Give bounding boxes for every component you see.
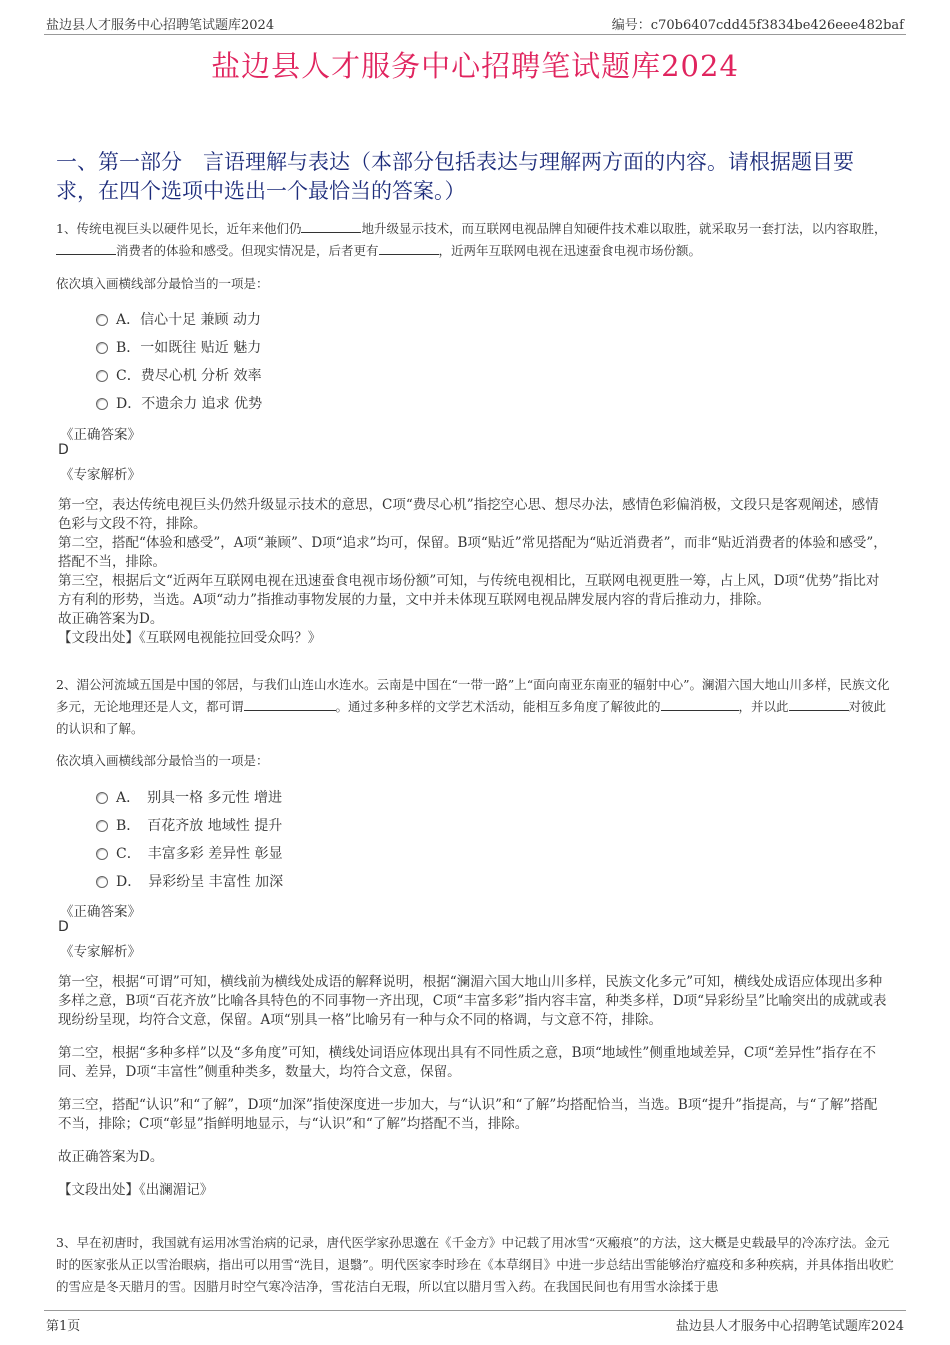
question-2-text (56, 674, 894, 740)
q2-answer-label: 《正确答案》 (60, 904, 141, 920)
analysis-paragraph: 第三空，根据后文“近两年互联网电视在迅速蚕食电视市场份额”可知，与传统电视相比，互联网电视更胜一筹，占上风，D项“优势”指比对方有利的形势，当选。A项“动力”指推动事物发展的力量，文中并未体现互联网电视品牌发展内容的背后推动力，排除。 (58, 573, 880, 608)
analysis-paragraph: 第三空，搭配“认识”和“了解”，D项“加深”指使深度进一步加大，与“认识”和“了解”均搭配恰当，当选。B项“提升”指提高，与“了解”搭配不当，排除；C项“彰显”指鲜明地显示，与“认识”和“了解”均搭配不当，排除。 (58, 1097, 878, 1132)
analysis-paragraph: 故正确答案为D。 (58, 1149, 164, 1165)
q2-seg-d: 对彼此的认识和了解。 (56, 699, 887, 736)
q1-answer-label: 《正确答案》 (60, 427, 141, 443)
q1-seg-c: 消费者的体验和感受。但现实情况是，后者更有 (116, 243, 379, 258)
q2-option-b[interactable]: B． 百花齐放 地域性 提升 (96, 815, 282, 835)
question-1-prompt: 依次填入画横线部分最恰当的一项是： (56, 276, 269, 291)
q1-answer: D (58, 442, 69, 458)
radio-icon[interactable] (96, 398, 108, 410)
footer-doc-title: 盐边县人才服务中心招聘笔试题库2024 (675, 1319, 904, 1334)
q2-option-d[interactable]: D． 异彩纷呈 丰富性 加深 (96, 871, 283, 891)
blank (244, 698, 336, 711)
q1-seg-b: 地升级显示技术，而互联网电视品牌自知硬件技术难以取胜，就采取另一套打法，以内容取胜， (361, 221, 887, 236)
blank (789, 698, 849, 711)
header-doc-code: 编号：c70b6407cdd45f3834be426eee482baf (611, 18, 904, 33)
blank (301, 220, 361, 233)
q2-seg-c: ，并以此 (738, 699, 789, 714)
analysis-paragraph: 第一空，表达传统电视巨头仍然升级显示技术的意思，C项“费尽心机”指挖空心思、想尽办法，感情色彩偏消极，文段只是客观阐述，感情色彩与文段不符，排除。 (58, 497, 879, 532)
radio-icon[interactable] (96, 342, 108, 354)
page-footer (44, 1310, 906, 1333)
blank (56, 242, 116, 255)
radio-icon[interactable] (96, 792, 108, 804)
page-header (44, 12, 906, 35)
q1-seg-a: 1、传统电视巨头以硬件见长，近年来他们仍 (56, 221, 302, 236)
radio-icon[interactable] (96, 370, 108, 382)
blank (379, 242, 439, 255)
q1-analysis-label: 《专家解析》 (60, 467, 141, 483)
q1-option-b[interactable]: B．一如既往 贴近 魅力 (96, 337, 261, 357)
question-1-text (56, 218, 894, 262)
q2-analysis (58, 973, 890, 1200)
q2-option-c[interactable]: C． 丰富多彩 差异性 彰显 (96, 843, 283, 863)
question-3-text: 3、早在初唐时，我国就有运用冰雪治病的记录，唐代医学家孙思邈在《千金方》中记载了用冰雪“灭瘢痕”的方法，这大概是史载最早的冷冻疗法。金元时的医家张从正以雪治眼病，指出可以用雪“洗目，退翳”。明代医家李时珍在《本草纲目》中进一步总结出雪能够治疗瘟疫和多种疾病，并具体指出收贮的雪应是冬天腊月的雪。因腊月时空气寒冷洁净，雪花洁白无瑕，所以宜以腊月雪入药。在我国民间也有用雪水涂揉于患 (56, 1235, 894, 1294)
analysis-paragraph: 第一空，根据“可谓”可知，横线前为横线处成语的解释说明，根据“澜湄六国大地山川多样，民族文化多元”可知，横线处成语应体现出多种多样之意，B项“百花齐放”比喻各具特色的不同事物一齐出现，C项“丰富多彩”指内容丰富，种类多样，D项“异彩纷呈”比喻突出的成就或表现纷纷呈现，均符合文意，保留。A项“别具一格”比喻另有一种与众不同的格调，与文意不符，排除。 (58, 974, 887, 1028)
radio-icon[interactable] (96, 876, 108, 888)
page-title: 盐边县人才服务中心招聘笔试题库2024 (211, 49, 739, 83)
page-number: 第1页 (46, 1319, 81, 1334)
radio-icon[interactable] (96, 848, 108, 860)
q1-seg-d: ，近两年互联网电视在迅速蚕食电视市场份额。 (438, 243, 702, 258)
radio-icon[interactable] (96, 820, 108, 832)
source-citation: 【文段出处】《互联网电视能拉回受众吗？》 (58, 630, 322, 646)
q1-analysis (58, 496, 890, 648)
question-2-prompt: 依次填入画横线部分最恰当的一项是： (56, 753, 269, 768)
analysis-paragraph: 第二空，根据“多种多样”以及“多角度”可知，横线处词语应体现出具有不同性质之意，B项“地域性”侧重地域差异，C项“差异性”指存在不同、差异，D项“丰富性”侧重种类多，数量大，均符合文意，保留。 (58, 1045, 876, 1080)
q2-answer: D (58, 919, 69, 935)
q2-option-a[interactable]: A． 别具一格 多元性 增进 (96, 787, 282, 807)
q1-option-c[interactable]: C．费尽心机 分析 效率 (96, 365, 262, 385)
header-doc-title: 盐边县人才服务中心招聘笔试题库2024 (46, 18, 275, 33)
q2-seg-b: 。通过多种多样的文学艺术活动，能相互多角度了解彼此的 (335, 699, 661, 714)
q1-option-a[interactable]: A．信心十足 兼顾 动力 (96, 309, 261, 329)
blank (661, 698, 739, 711)
source-citation: 【文段出处】《出澜湄记》 (58, 1182, 214, 1198)
q1-option-d[interactable]: D．不遗余力 追求 优势 (96, 393, 262, 413)
analysis-paragraph: 故正确答案为D。 (58, 611, 164, 627)
q2-seg-a: 2、湄公河流域五国是中国的邻居，与我们山连山水连水。云南是中国在“一带一路”上“面向南亚东南亚的辐射中心”。澜湄六国大地山川多样，民族文化多元，无论地理还是人文，都可谓 (56, 677, 890, 714)
q2-analysis-label: 《专家解析》 (60, 944, 141, 960)
radio-icon[interactable] (96, 314, 108, 326)
section-heading: 一、第一部分 言语理解与表达（本部分包括表达与理解两方面的内容。请根据题目要求，在四个选项中选出一个最恰当的答案。） (56, 150, 854, 203)
analysis-paragraph: 第二空，搭配“体验和感受”，A项“兼顾”、D项“追求”均可，保留。B项“贴近”常见搭配为“贴近消费者”，而非“贴近消费者的体验和感受”，搭配不当，排除。 (58, 535, 887, 570)
